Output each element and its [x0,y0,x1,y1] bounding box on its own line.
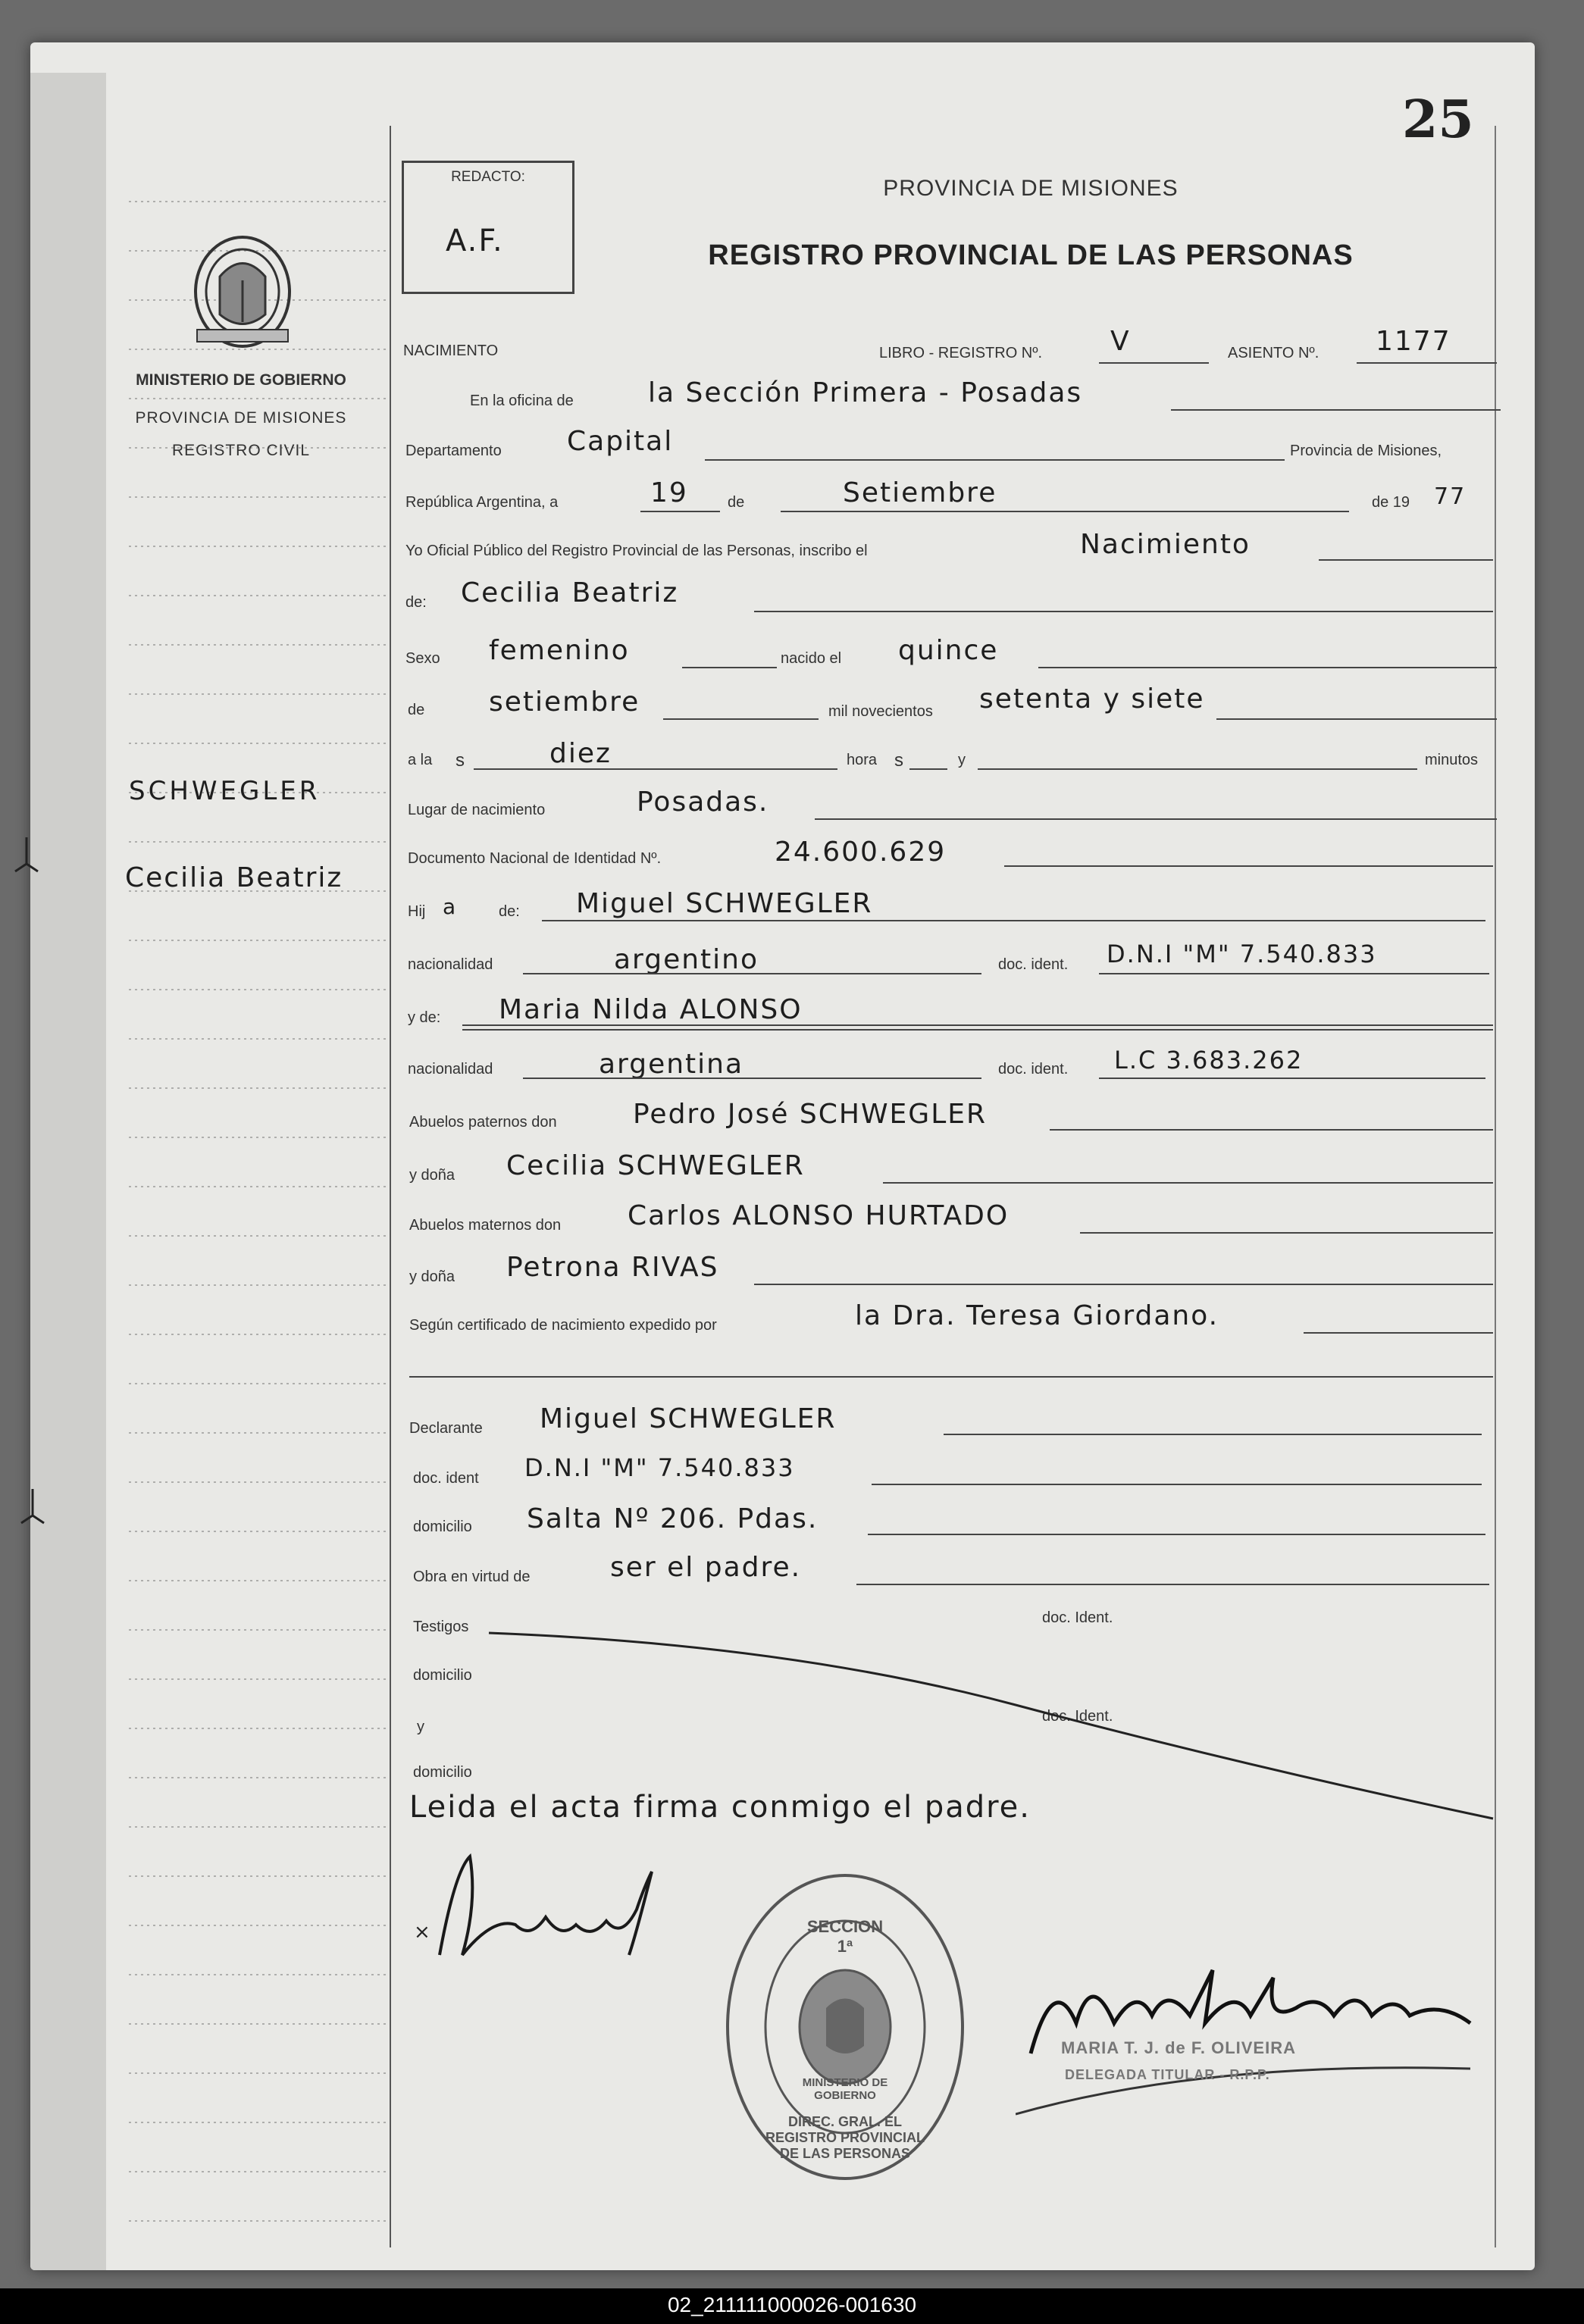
doc1-label: doc. ident. [998,956,1069,973]
abp-label: Abuelos paternos don [409,1114,557,1131]
nacido-value: quince [898,635,999,666]
redacto-label: REDACTO: [451,169,525,185]
yo-value: Nacimiento [1080,529,1251,560]
doc2-value: L.C 3.683.262 [1114,1046,1304,1074]
declarante-value: Miguel SCHWEGLER [540,1403,837,1434]
libro-label: LIBRO - REGISTRO Nº. [879,345,1043,361]
book-spine [30,73,106,2270]
testigos-label: Testigos [413,1619,469,1635]
madre-value: Maria Nilda ALONSO [499,994,803,1025]
redacto-value: A.F. [446,224,504,258]
hora-suffix: s [894,750,903,771]
redacto-box [402,161,574,294]
signature-father [409,1841,667,1978]
ydona1-label: y doña [409,1167,455,1184]
minutos-label: minutos [1425,752,1479,768]
header-province: PROVINCIA DE MISIONES [883,176,1179,201]
lugar-label: Lugar de nacimiento [408,802,546,818]
domicilio-t2-label: domicilio [413,1764,472,1781]
hij-de-label: de: [499,903,520,920]
padre-value: Miguel SCHWEGLER [576,888,873,919]
docident-t1-label: doc. Ident. [1042,1609,1113,1626]
hij-suffix: a [443,894,458,919]
province-label: PROVINCIA DE MISIONES [135,409,347,427]
abm-value: Carlos ALONSO HURTADO [628,1200,1010,1231]
closing-text: Leida el acta firma conmigo el padre. [409,1790,1031,1825]
margin-surname: SCHWEGLER [129,776,321,806]
abm-label: Abuelos maternos don [409,1217,562,1234]
footer-code: 02_211111000026-001630 [667,2293,917,2316]
domicilio-label: domicilio [413,1519,472,1535]
cert-value: la Dra. Teresa Giordano. [855,1300,1219,1331]
official-name-stamp: MARIA T. J. de F. OLIVEIRA [1061,2038,1296,2057]
asiento-label: ASIENTO Nº. [1228,345,1319,361]
docident-t2-label: doc. Ident. [1042,1708,1113,1725]
docident-label: doc. ident [413,1470,479,1487]
libro-value: V [1110,326,1131,357]
form-right-border [1495,126,1496,2247]
record-type: NACIMIENTO [403,343,499,359]
coat-of-arms-icon [182,227,303,356]
de2-label: de [408,702,425,718]
nac2-label: nacionalidad [408,1061,493,1078]
docident-value: D.N.I "M" 7.540.833 [524,1453,795,1482]
header-title: REGISTRO PROVINCIAL DE LAS PERSONAS [708,239,1354,271]
nac1-label: nacionalidad [408,956,493,973]
de2-value: setiembre [489,687,640,718]
alas-value: diez [549,738,612,769]
departamento-value: Capital [567,426,674,457]
nac1-value: argentino [614,944,759,975]
page-number: 25 [1402,89,1474,150]
day-value: 19 [650,477,688,508]
dni-value: 24.600.629 [775,837,947,868]
republica-label: República Argentina, a [405,494,559,511]
obra-value: ser el padre. [610,1552,802,1583]
hij-label: Hij [408,903,426,920]
yde-label: y de: [408,1009,441,1026]
sexo-label: Sexo [405,650,440,667]
y-t-label: y [417,1719,424,1735]
margin-names: Cecilia Beatriz [125,862,343,893]
stamp-outer-text: DIREC. GRAL. EL REGISTRO PROVINCIAL DE LAS PERSONAS [765,2114,925,2161]
y-label: y [958,752,966,768]
abp-value: Pedro José SCHWEGLER [633,1099,988,1130]
margin-mark-icon [14,1485,52,1531]
departamento-label: Departamento [405,443,502,459]
de-person-label: de: [405,594,427,611]
dni-label: Documento Nacional de Identidad Nº. [408,850,662,867]
signature-official [1016,1940,1485,2122]
ydona2-value: Petrona RIVAS [506,1252,719,1283]
de-label: de [728,494,745,511]
mil-label: mil novecientos [828,703,933,720]
sexo-value: femenino [489,635,630,666]
margin-mark-icon [8,834,45,879]
mil-value: setenta y siete [979,683,1205,715]
oficina-label: En la oficina de [470,393,574,409]
nacido-label: nacido el [781,650,842,667]
official-role-stamp: DELEGADA TITULAR - R.P.P. [1065,2067,1270,2082]
de-person-value: Cecilia Beatriz [461,577,679,608]
asiento-value: 1177 [1376,326,1451,357]
form-left-border [390,126,391,2247]
month-value: Setiembre [843,477,997,508]
hora-label: hora [847,752,878,768]
domicilio-t1-label: domicilio [413,1667,472,1684]
obra-label: Obra en virtud de [413,1569,531,1585]
cert-label: Según certificado de nacimiento expedido por [409,1317,717,1334]
stamp-inner-text: SECCION 1ª [806,1917,884,1956]
svg-text:×: × [414,1921,430,1944]
stamp-bottom-text: MINISTERIO DE GOBIERNO [802,2076,888,2102]
declarante-label: Declarante [409,1420,483,1437]
yo-label: Yo Oficial Público del Registro Provincial de las Personas, inscribo el [405,543,868,559]
ydona1-value: Cecilia SCHWEGLER [506,1150,805,1181]
nac2-value: argentina [599,1049,744,1080]
civil-registry-label: REGISTRO CIVIL [171,442,311,459]
year-label: de 19 [1372,494,1410,511]
domicilio-value: Salta Nº 206. Pdas. [527,1503,819,1534]
ministry-label: MINISTERIO DE GOBIERNO [136,371,346,389]
ydona2-label: y doña [409,1268,455,1285]
lugar-value: Posadas. [637,787,769,818]
alas-suffix: s [455,750,465,771]
provincia-suffix: Provincia de Misiones, [1290,443,1442,459]
doc1-value: D.N.I "M" 7.540.833 [1107,940,1377,968]
doc2-label: doc. ident. [998,1061,1069,1078]
oficina-value: la Sección Primera - Posadas [648,377,1083,408]
year-value: 77 [1434,483,1467,510]
alas-label: a la [408,752,433,768]
